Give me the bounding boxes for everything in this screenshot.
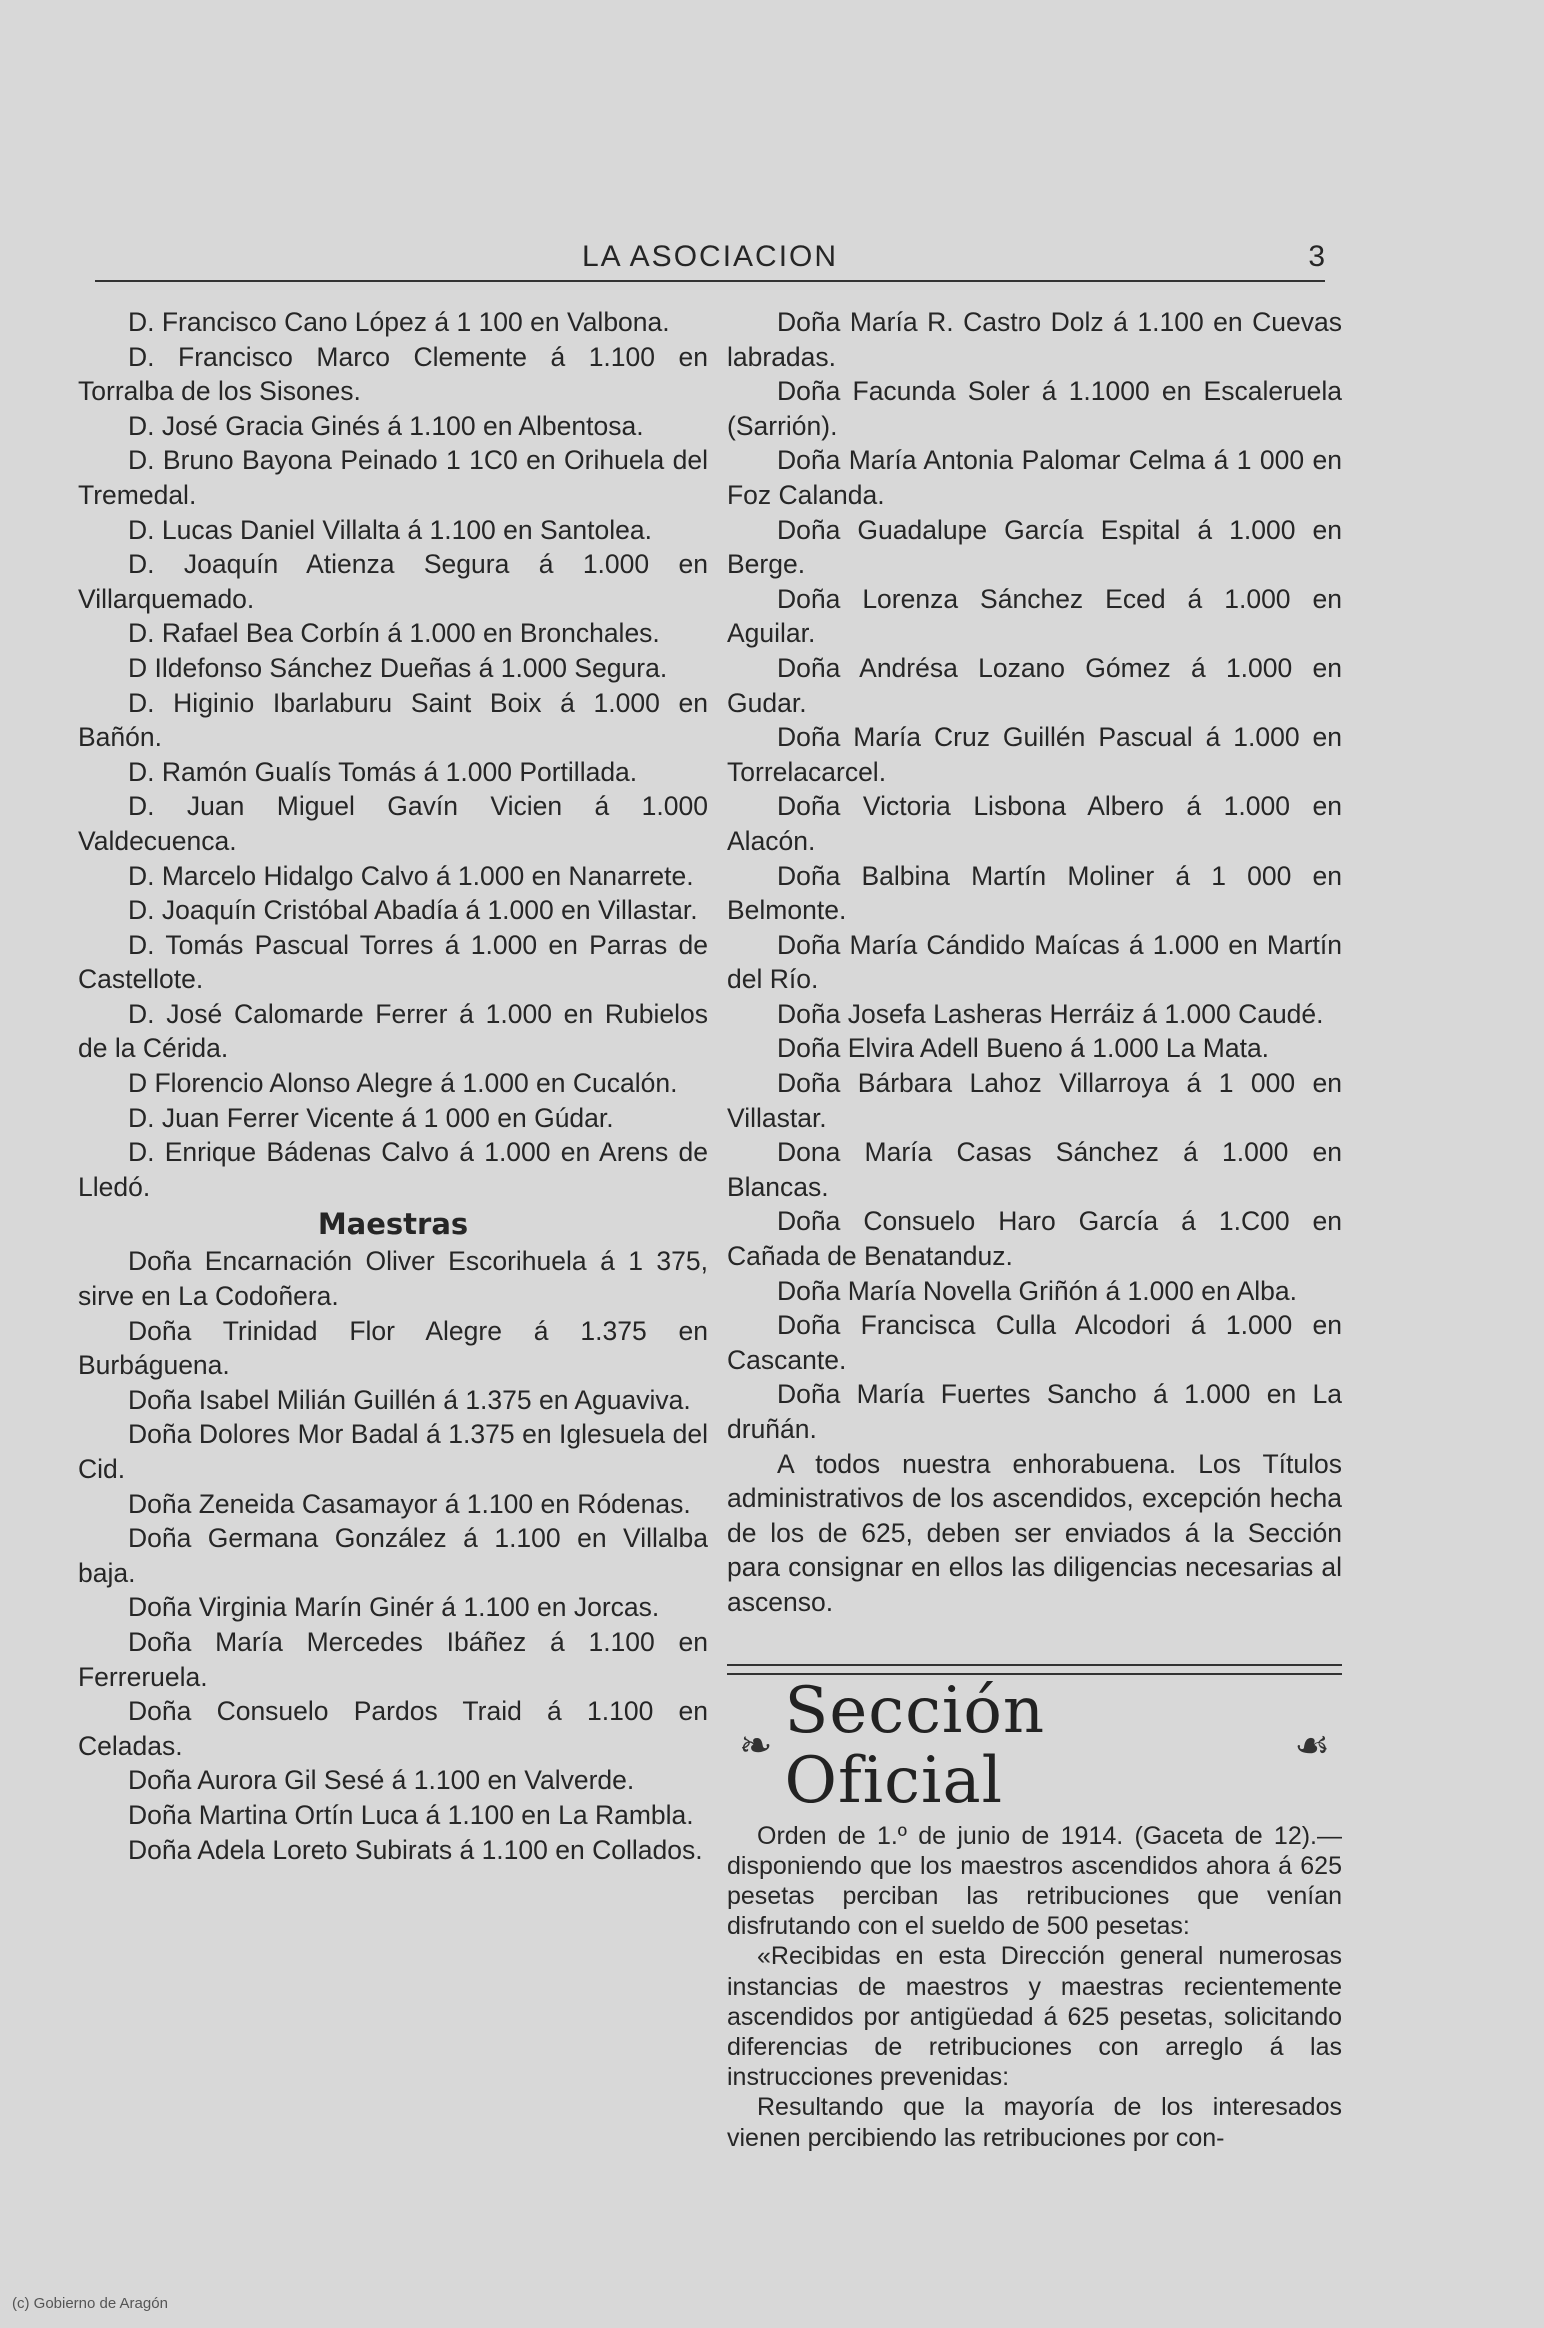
list-item: Doña Guadalupe García Espital á 1.000 en Berge. (727, 514, 1342, 580)
list-item: Doña Facunda Soler á 1.1000 en Escaleruela (Sarrión). (727, 376, 1342, 441)
right-column (727, 305, 1342, 2153)
journal-title: LA ASOCIACION (581, 240, 839, 273)
list-item: D Ildefonso Sánchez Dueñas á 1.000 Segura. (128, 652, 668, 683)
fleuron-right-icon: ☙ (1294, 1723, 1330, 1768)
list-item: Doña Virginia Marín Ginér á 1.100 en Jorcas. (128, 1592, 660, 1623)
list-item: D Florencio Alonso Alegre á 1.000 en Cucalón. (128, 1068, 678, 1099)
list-item: D. Ramón Gualís Tomás á 1.000 Portillada. (128, 756, 638, 787)
section-title: Sección Oficial (784, 1673, 1046, 1818)
list-item: Doña María Novella Griñón á 1.000 en Alba. (777, 1275, 1298, 1306)
list-item: D. José Gracia Ginés á 1.100 en Albentosa. (128, 410, 644, 441)
list-item: Doña Isabel Milián Guillén á 1.375 en Aguaviva. (128, 1384, 691, 1415)
list-item: Doña Lorenza Sánchez Eced á 1.000 en Aguilar. (727, 583, 1342, 649)
list-item: Doña Dolores Mor Badal á 1.375 en Iglesuela del Cid. (78, 1419, 708, 1484)
list-item: Doña María Mercedes Ibáñez á 1.100 en Ferreruela. (78, 1626, 708, 1692)
list-item: D. Tomás Pascual Torres á 1.000 en Parras de Castellote. (78, 929, 708, 995)
fleuron-left-icon: ❧ (739, 1723, 773, 1768)
orden-paragraph: «Recibidas en esta Dirección general numerosas instancias de maestros y maestras recientemente ascendidos por antigüedad á 625 pesetas, solicitando diferencias de retribuciones con arreglo á las instrucciones prevenidas: (727, 1942, 1342, 2092)
list-item: Doña María Cándido Maícas á 1.000 en Martín del Río. (727, 929, 1342, 995)
section-divider (727, 1664, 1342, 1675)
list-item: Doña Josefa Lasheras Herráiz á 1.000 Caudé. (777, 998, 1324, 1029)
list-item: D. Marcelo Hidalgo Calvo á 1.000 en Nanarrete. (128, 860, 694, 891)
list-item: D. José Calomarde Ferrer á 1.000 en Rubielos de la Cérida. (78, 998, 708, 1064)
closing-paragraph: A todos nuestra enhorabuena. Los Títulos administrativos de los ascendidos, excepción hecha de los de 625, deben ser enviados á la Sección para consignar en ellos las diligencias necesarias al ascenso. (727, 1448, 1342, 1617)
orden-paragraph: Orden de 1.º de junio de 1914. (Gaceta de 12).—disponiendo que los maestros ascendidos ahora á 625 pesetas perciban las retribuciones que venían disfrutando con el sueldo de 500 pesetas: (727, 1821, 1342, 1941)
left-column (78, 305, 708, 1867)
list-item: D. Enrique Bádenas Calvo á 1.000 en Arens de Lledó. (78, 1137, 708, 1202)
list-item: D. Juan Miguel Gavín Vicien á 1.000 Valdecuenca. (78, 791, 708, 856)
list-item: Doña María R. Castro Dolz á 1.100 en Cuevas labradas. (727, 307, 1342, 372)
page-number: 3 (1308, 240, 1325, 273)
list-item: Doña Victoria Lisbona Albero á 1.000 en Alacón. (727, 791, 1342, 856)
list-item: D. Francisco Cano López á 1 100 en Valbona. (128, 307, 670, 337)
list-item: D. Bruno Bayona Peinado 1 1C0 en Orihuela del Tremedal. (78, 445, 708, 510)
list-item: Doña Elvira Adell Bueno á 1.000 La Mata. (777, 1033, 1270, 1064)
list-item: Doña Bárbara Lahoz Villarroya á 1 000 en Villastar. (727, 1068, 1342, 1133)
copyright-credit: (c) Gobierno de Aragón (12, 2295, 168, 2312)
list-item: Doña Consuelo Haro García á 1.C00 en Cañada de Benatanduz. (727, 1206, 1342, 1272)
list-item: Doña María Antonia Palomar Celma á 1 000 en Foz Calanda. (727, 445, 1342, 510)
list-item: Doña Martina Ortín Luca á 1.100 en La Rambla. (128, 1799, 694, 1830)
orden-paragraph: Resultando que la mayoría de los interesados vienen percibiendo las retribuciones por con- (727, 2093, 1342, 2152)
list-item: Doña María Fuertes Sancho á 1.000 en La druñán. (727, 1379, 1342, 1444)
section-heading-maestras: Maestras (317, 1207, 469, 1242)
list-item: Doña Germana González á 1.100 en Villalba baja. (78, 1523, 708, 1588)
list-item: Doña Andrésa Lozano Gómez á 1.000 en Gudar. (727, 652, 1342, 718)
list-item: D. Joaquín Atienza Segura á 1.000 en Villarquemado. (78, 549, 708, 614)
list-item: Doña Francisca Culla Alcodori á 1.000 en Cascante. (727, 1310, 1342, 1375)
list-item: Dona María Casas Sánchez á 1.000 en Blancas. (727, 1137, 1342, 1202)
list-item: D. Lucas Daniel Villalta á 1.100 en Santolea. (128, 514, 652, 545)
list-item: Doña Encarnación Oliver Escorihuela á 1 375, sirve en La Codoñera. (78, 1246, 708, 1312)
orden-text (727, 1821, 1342, 2153)
list-item: Doña Balbina Martín Moliner á 1 000 en Belmonte. (727, 860, 1342, 926)
list-item: Doña Adela Loreto Subirats á 1.100 en Collados. (128, 1834, 703, 1865)
list-item: D. Higinio Ibarlaburu Saint Boix á 1.000 en Bañón. (78, 687, 708, 753)
list-item: D. Juan Ferrer Vicente á 1 000 en Gúdar. (128, 1102, 614, 1133)
list-item: D. Francisco Marco Clemente á 1.100 en Torralba de los Sisones. (78, 341, 708, 407)
page-header (95, 232, 1325, 282)
list-item: Doña María Cruz Guillén Pascual á 1.000 en Torrelacarcel. (727, 722, 1342, 787)
list-item: Doña Consuelo Pardos Traid á 1.100 en Celadas. (78, 1696, 708, 1761)
list-item: D. Rafael Bea Corbín á 1.000 en Bronchales. (128, 618, 660, 649)
list-item: Doña Aurora Gil Sesé á 1.100 en Valverde. (128, 1765, 635, 1796)
section-heading-oficial (727, 1673, 1342, 1818)
list-item: D. Joaquín Cristóbal Abadía á 1.000 en Villastar. (128, 895, 698, 926)
list-item: Doña Trinidad Flor Alegre á 1.375 en Burbáguena. (78, 1315, 708, 1381)
list-item: Doña Zeneida Casamayor á 1.100 en Ródenas. (128, 1488, 691, 1519)
